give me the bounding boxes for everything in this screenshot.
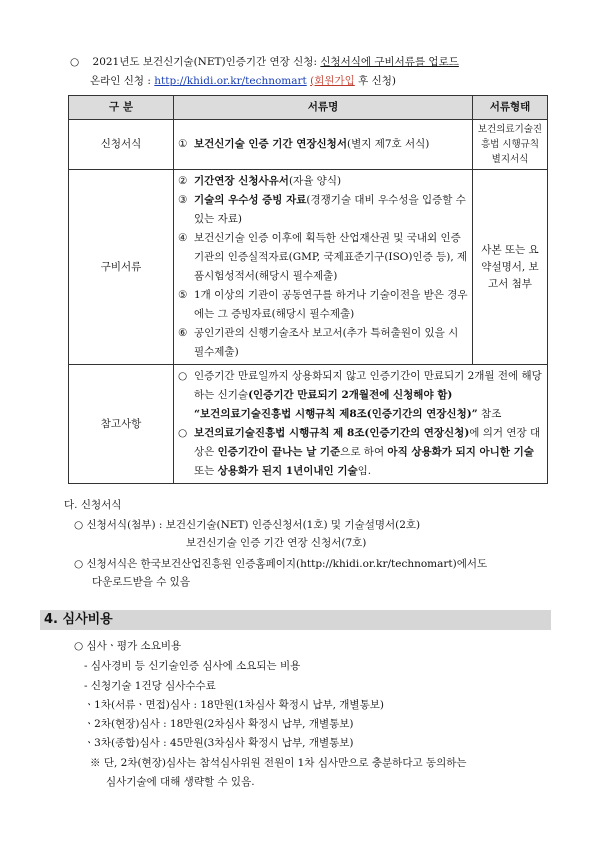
form-line: 다운로드받을 수 있음 — [92, 576, 190, 588]
fee-line: - 심사경비 등 신기술인증 심사에 소요되는 비용 — [84, 660, 301, 672]
fee-line: ㆍ1차(서류ㆍ면접)심사 : 18만원(1차심사 확정시 납부, 개별통보) — [84, 699, 384, 711]
item-rest: 공인기관의 신행기술조사 보고서(추가 특허출원이 있을 시 필수제출) — [194, 327, 459, 358]
intro-title-text: 2021년도 보건신기술(NET)인증기간 연장 신청: — [92, 56, 321, 68]
item-bold: 기간연장 신청사유서 — [194, 175, 289, 187]
item-rest: (자율 양식) — [288, 175, 342, 187]
note-bold: 인증기간이 끝나는 날 기준 — [217, 446, 341, 458]
fee-note: ※ 단, 2차(현장)심사는 참석심사위원 전원이 1차 심사만으로 충분하다고 동의하는 — [90, 757, 467, 769]
fee-line: ㆍ2차(현장)심사 : 18만원(2차심사 확정시 납부, 개별통보) — [84, 718, 354, 730]
note-text: 에 의거 연장 대상은 — [194, 427, 541, 458]
table-header-row — [69, 96, 548, 120]
section-title: 4. 심사비용 — [40, 610, 551, 630]
row-form: 사본 또는 요약설명서, 보고서 첨부 — [473, 170, 548, 365]
row-notes — [174, 365, 548, 484]
item-rest: (별지 제7호 서식) — [346, 138, 430, 150]
note-bold: 아직 상용화가 되지 아니한 기술 — [387, 446, 534, 458]
section-heading: 다. 신청서식 — [64, 499, 122, 511]
note-text: 인증기간 만료일까지 상용화되지 않고 인증기간이 만료되기 2개월 전에 해당하는 신기술 — [194, 370, 542, 401]
documents-table — [68, 95, 548, 484]
fee-note: 심사기술에 대해 생략할 수 있음. — [106, 776, 255, 788]
fee-line: ○ 심사ㆍ평가 소요비용 — [74, 640, 182, 652]
list-item — [178, 324, 468, 362]
bullet: ○ — [178, 370, 188, 382]
intro-title — [70, 54, 459, 69]
list-item — [178, 191, 468, 229]
online-label: 온라인 신청 : — [90, 75, 155, 87]
list-item — [178, 172, 468, 191]
row-category: 신청서식 — [69, 120, 174, 170]
item-rest: 1개 이상의 기관이 공동연구를 하거나 기술이전을 받은 경우에는 그 증빙자료(해당시 필수제출) — [194, 289, 468, 320]
table-row — [69, 120, 548, 170]
note-bold: “보건의료기술진흥법 시행규칙 제8조(인증기간의 연장신청)” — [194, 408, 478, 420]
form-line: ○ 신청서식은 한국보건산업진흥원 인증홈페이지(http://khidi.or.kr/technomart)에서도 — [74, 558, 488, 570]
item-number: ① — [178, 138, 188, 150]
item-number: ⑤ — [178, 289, 188, 301]
bullet: ○ — [70, 56, 80, 68]
technomart-link[interactable]: http://khidi.or.kr/technomart — [154, 75, 307, 87]
table-row — [69, 365, 548, 484]
header-doc-name: 서류명 — [174, 96, 473, 120]
form-line: 보건신기술 인증 기간 연장 신청서(7호) — [186, 537, 367, 549]
fee-line: ㆍ3차(종합)심사 : 45만원(3차심사 확정시 납부, 개별통보) — [84, 737, 354, 749]
note-text: 참조 — [477, 408, 502, 420]
header-category: 구 분 — [69, 96, 174, 120]
header-doc-form: 서류형태 — [473, 96, 548, 120]
form-line: ○ 신청서식(첨부) : 보건신기술(NET) 인증신청서(1호) 및 기술설명서(2호) — [74, 519, 421, 531]
row-docs — [174, 120, 473, 170]
item-rest: (경쟁기술 대비 우수성을 입증할 수 있는 자료) — [194, 194, 466, 225]
note-item — [178, 367, 543, 424]
item-bold: 기술의 우수성 증빙 자료 — [194, 194, 307, 206]
register-link[interactable]: (회원가입 — [310, 75, 355, 87]
item-number: ② — [178, 175, 188, 187]
note-bold: (인증기간 만료되기 2개월전에 신청해야 함) — [248, 389, 453, 401]
bullet: ○ — [178, 427, 188, 439]
row-form: 보건의료기술진흥법 시행규칙 별지서식 — [473, 120, 548, 170]
item-bold: 보건신기술 인증 기간 연장신청서 — [194, 138, 347, 150]
item-rest: 보건신기술 인증 이후에 획득한 산업재산권 및 국내외 인증기관의 인증실적자료(GMP, 국제표준기구(ISO)인증 등), 제품시험성적서(해당시 필수제출) — [194, 232, 468, 282]
note-bold: 보건의료기술진흥법 시행규칙 제 8조(인증기간의 연장신청) — [194, 427, 470, 439]
note-text: 또는 — [194, 465, 218, 477]
item-number: ⑥ — [178, 327, 188, 339]
note-item — [178, 424, 543, 481]
note-text: 으로 하여 — [340, 446, 388, 458]
intro-title-underlined: 신청서식에 구비서류를 업로드 — [320, 56, 459, 68]
row-category: 참고사항 — [69, 365, 174, 484]
online-apply-line — [90, 73, 396, 88]
after-register: 후 신청) — [354, 75, 396, 87]
list-item — [178, 229, 468, 286]
fee-line: - 신청기술 1건당 심사수수료 — [84, 680, 216, 692]
row-category: 구비서류 — [69, 170, 174, 365]
row-docs — [174, 170, 473, 365]
item-number: ④ — [178, 232, 188, 244]
table-row — [69, 170, 548, 365]
note-bold: 상용화가 된지 1년이내인 기술 — [217, 465, 358, 477]
list-item — [178, 135, 468, 154]
item-number: ③ — [178, 194, 188, 206]
list-item — [178, 286, 468, 324]
note-text: 임. — [357, 465, 372, 477]
